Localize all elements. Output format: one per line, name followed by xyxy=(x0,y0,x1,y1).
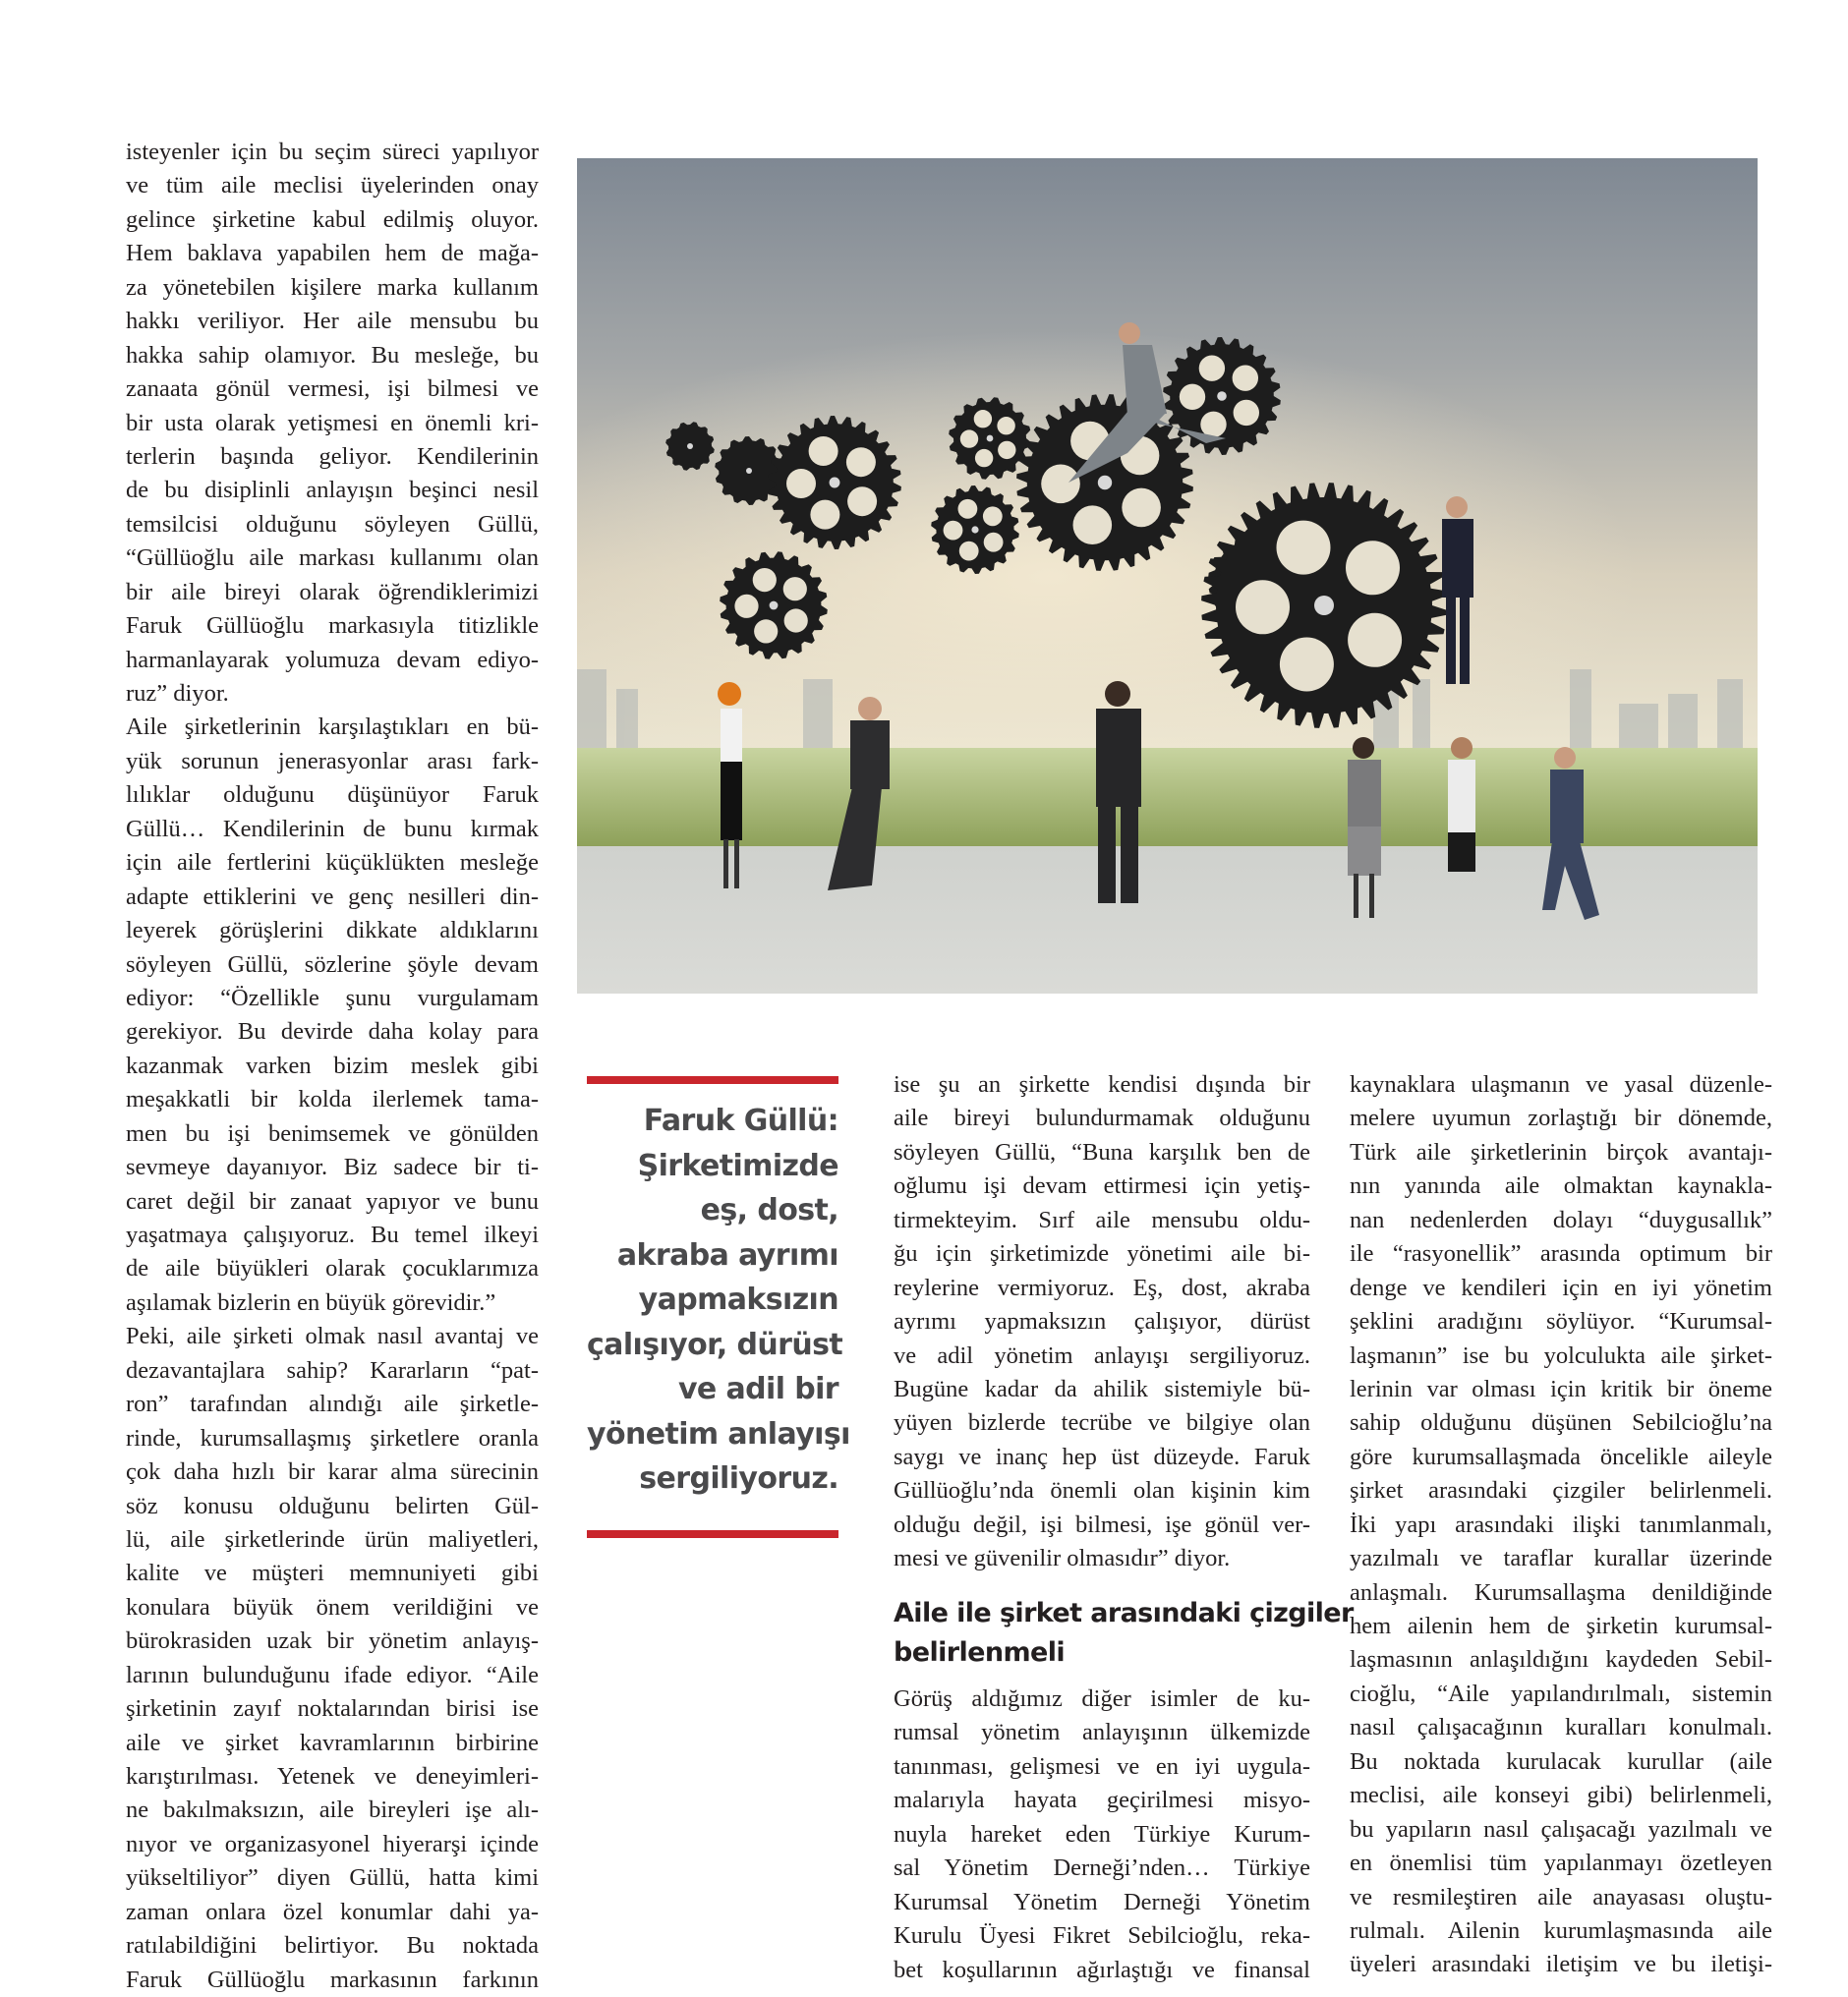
text-line: kazanmak varken bizim meslek gibi xyxy=(126,1052,539,1079)
text-line: en önemlisi tüm yapılanmayı özetleyen xyxy=(1350,1850,1772,1877)
text-line: lü, aile şirketlerinde ürün maliyetleri, xyxy=(126,1525,539,1553)
text-line: denge ve kendileri için en iyi yönetim xyxy=(1350,1274,1772,1301)
text-line: nan nedenlerden dolayı “duygusallık” xyxy=(1350,1206,1772,1233)
text-line: “Güllüoğlu aile markası kullanımı olan xyxy=(126,544,539,572)
text-line: kaynaklara ulaşmanın ve yasal düzenle- xyxy=(1350,1071,1772,1098)
text-line: nıyor ve organizasyonel hiyerarşi içinde xyxy=(126,1830,539,1857)
text-line: karıştırılması. Yetenek ve deneyimleri- xyxy=(126,1763,539,1790)
text-line: cioğlu, “Aile yapılandırılmalı, sistemin xyxy=(1350,1680,1772,1707)
text-line: malarıyla hayata geçirilmesi misyo- xyxy=(894,1787,1310,1814)
gear xyxy=(665,422,715,471)
text-line: nın yanında aile olmaktan kaynakla- xyxy=(1350,1172,1772,1200)
text-line: larının bulunduğunu ifade ediyor. “Aile xyxy=(126,1661,539,1688)
text-line: üyeleri arasındaki iletişim ve bu iletişi- xyxy=(1350,1951,1772,1978)
text-line: men bu işi benimsemek ve gönülden xyxy=(126,1119,539,1147)
text-line: aile bireyi bulundurmamak olduğunu xyxy=(894,1105,1310,1132)
pull-quote-line: yapmaksızın xyxy=(638,1283,838,1317)
text-line: aşılamak bizlerin en büyük görevidir.” xyxy=(126,1288,496,1316)
text-line: yaşatmaya çalışıyoruz. Bu temel ilkeyi xyxy=(126,1222,539,1248)
text-line: rinde, kurumsallaşmış şirketlere oranla xyxy=(126,1424,539,1452)
text-line: leyerek görüşlerini dikkate aldıklarını xyxy=(126,917,539,944)
text-line: ron” tarafından alındığı aile şirketle- xyxy=(126,1391,539,1418)
text-line: rulmalı. Ailenin kurumlaşmasında aile xyxy=(1350,1916,1772,1944)
text-line: konulara büyük önem verildiğini ve xyxy=(126,1593,539,1621)
text-line: isteyenler için bu seçim süreci yapılıyor xyxy=(126,139,539,165)
text-line: kalite ve müşteri memnuniyeti gibi xyxy=(126,1560,539,1587)
text-line: Güllü… Kendilerinin de bunu kırmak xyxy=(126,815,539,842)
text-line: söyleyen Güllü, sözlerine şöyle devam xyxy=(126,950,539,978)
article-column-left xyxy=(126,136,539,1997)
text-line: Görüş aldığımız diğer isimler de ku- xyxy=(894,1685,1310,1712)
text-line: Faruk Güllüoğlu markasının farkının xyxy=(126,1966,539,1993)
text-line: dezavantajlara sahip? Kararların “pat- xyxy=(126,1356,539,1384)
text-line: terlerin başında geliyor. Kendilerinin xyxy=(126,442,539,470)
pull-quote-line: yönetim anlayışı xyxy=(587,1416,850,1452)
pull-quote-line: eş, dost, xyxy=(700,1193,838,1227)
text-line: ne bakılmaksızın, aile bireyleri işe alı- xyxy=(126,1797,539,1824)
text-line: yüyen bizlerde tecrübe ve bilgiye olan xyxy=(894,1409,1310,1437)
gear xyxy=(720,551,828,659)
text-line: hem ailenin hem de şirketin kurumsal- xyxy=(1350,1613,1772,1639)
pull-quote-top-rule xyxy=(587,1076,838,1084)
text-line: oğlumu işi devam ettirmesi için yetiş- xyxy=(894,1172,1310,1200)
text-line: hakkı veriliyor. Her aile mensubu bu xyxy=(126,308,539,335)
subheading-line: Aile ile şirket arasındaki çizgiler xyxy=(894,1598,1354,1628)
text-line: yük sorunun jenerasyonlar arası fark- xyxy=(126,747,539,774)
text-line: lılıklar olduğunu düşünüyor Faruk xyxy=(126,781,539,809)
text-line: Bugüne kadar da ahilik sistemiyle bü- xyxy=(894,1375,1310,1402)
text-line: gerekiyor. Bu devirde daha kolay para xyxy=(126,1018,539,1046)
text-line: göre kurumsallaşmada öncelikle aileyle xyxy=(1350,1443,1772,1470)
text-line: sevmeye dayanıyor. Biz sadece bir ti- xyxy=(126,1154,539,1181)
subheading-line: belirlenmeli xyxy=(894,1637,1066,1668)
text-line: harmanlayarak yolumuza devam ediyo- xyxy=(126,646,539,673)
text-line: rumsal yönetim anlayışının ülkemizde xyxy=(894,1719,1310,1746)
text-line: ratılabildiğini belirtiyor. Bu noktada xyxy=(126,1932,539,1960)
text-line: çok daha hızlı bir karar alma sürecinin xyxy=(126,1458,539,1486)
pull-quote-line: Faruk Güllü: xyxy=(643,1104,838,1138)
text-line: Kurumsal Yönetim Derneği Yönetim xyxy=(894,1888,1310,1915)
article-column-right xyxy=(1350,1068,1772,1982)
text-line: söz konusu olduğunu belirten Gül- xyxy=(126,1492,539,1519)
text-line: ve adil yönetim anlayışı sergiliyoruz. xyxy=(894,1341,1310,1369)
text-line: için aile fertlerini küçüklükten mesleğe xyxy=(126,849,539,877)
text-line: ile “rasyonellik” arasında optimum bir xyxy=(1350,1240,1772,1268)
text-line: bürokrasiden uzak bir yönetim anlayış- xyxy=(126,1627,539,1655)
pull-quote-line: ve adil bir xyxy=(677,1372,838,1406)
text-line: melere uyumun zorlaştığı bir dönemde, xyxy=(1350,1105,1772,1132)
text-line: nasıl çalışacağının kuralları konulmalı. xyxy=(1350,1714,1772,1741)
text-line: temsilcisi olduğunu söyleyen Güllü, xyxy=(126,510,539,538)
text-line: adapte ettiklerini ve genç nesilleri din- xyxy=(126,883,539,910)
text-line: laşmanın” ise bu yolculukta aile şirket- xyxy=(1350,1341,1772,1369)
text-line: de bu disiplinli anlayışın beşinci nesil xyxy=(126,477,539,504)
text-line: ise şu an şirkette kendisi dışında bir xyxy=(894,1071,1310,1098)
text-line: aile ve şirket kavramlarının birbirine xyxy=(126,1729,539,1756)
text-line: saygı ve inanç hep üst düzeyde. Faruk xyxy=(894,1443,1310,1470)
text-line: şirketinin zayıf noktalarından birisi ise xyxy=(126,1695,539,1723)
text-line: caret değil bir zanaat yapıyor ve bunu xyxy=(126,1187,539,1215)
article-column-middle-continued xyxy=(894,1683,1310,1987)
text-line: anlaşmalı. Kurumsallaşma denildiğinde xyxy=(1350,1578,1772,1606)
text-line: Faruk Güllüoğlu markasıyla titizlikle xyxy=(126,612,539,640)
text-line: bet koşullarının ağırlaştığı ve finansal xyxy=(894,1956,1310,1983)
text-line: meşakkatli bir kolda ilerlemek tama- xyxy=(126,1086,539,1113)
text-line: zaman onlara özel konumlar dahi ya- xyxy=(126,1898,539,1925)
text-line: laşmasının anlaşıldığını kaydeden Sebil- xyxy=(1350,1646,1772,1674)
text-line: olduğu değil, işi bilmesi, işe gönül ver- xyxy=(894,1511,1310,1538)
text-line: bir usta olarak yetişmesi en önemli kri- xyxy=(126,409,539,436)
text-line: ve tüm aile meclisi üyelerinden onay xyxy=(126,172,539,200)
pull-quote-line: çalışıyor, dürüst xyxy=(587,1327,843,1362)
text-line: şirket arasındaki çizgiler belirlenmeli. xyxy=(1350,1477,1772,1505)
pull-quote-line: sergiliyoruz. xyxy=(639,1461,838,1496)
pull-quote xyxy=(587,1099,850,1502)
text-line: meclisi, aile konseyi gibi) belirlenmeli, xyxy=(1350,1782,1772,1809)
article-photo xyxy=(577,158,1758,994)
pull-quote-line: akraba ayrımı xyxy=(616,1237,838,1273)
text-line: zanaata gönül vermesi, işi bilmesi ve xyxy=(126,375,539,403)
text-line: hakka sahip olamıyor. Bu mesleğe, bu xyxy=(126,341,539,369)
text-line: mesi ve güvenilir olmasıdır” diyor. xyxy=(894,1545,1231,1572)
text-line: gelince şirketine kabul edilmiş oluyor. xyxy=(126,205,539,233)
text-line: tanınması, gelişmesi ve en iyi uygula- xyxy=(894,1752,1310,1780)
text-line: Kurulu Üyesi Fikret Sebilcioğlu, reka- xyxy=(894,1922,1310,1950)
text-line: yükseltiliyor” diyen Güllü, hatta kimi xyxy=(126,1864,539,1892)
pull-quote-bottom-rule xyxy=(587,1530,838,1538)
text-line: de aile büyükleri olarak çocuklarımıza xyxy=(126,1255,539,1283)
text-line: Bu noktada kurulacak kurullar (aile xyxy=(1350,1747,1772,1775)
text-line: bu yapıların nasıl çalışacağı yazılmalı ve xyxy=(1350,1815,1772,1843)
text-line: söyleyen Güllü, “Buna karşılık ben de xyxy=(894,1138,1310,1166)
text-line: Peki, aile şirketi olmak nasıl avantaj ve xyxy=(126,1323,539,1350)
text-line: Hem baklava yapabilen hem de mağa- xyxy=(126,240,539,267)
text-line: tirmekteyim. Sırf aile mensubu oldu- xyxy=(894,1206,1310,1233)
text-line: yazılmalı ve taraflar kurallar üzerinde xyxy=(1350,1545,1772,1572)
text-line: ğu için şirketimizde yönetimi aile bi- xyxy=(894,1240,1310,1268)
text-line: nuyla hareket eden Türkiye Kurum- xyxy=(894,1820,1310,1848)
text-line: bir aile bireyi olarak öğrendiklerimizi xyxy=(126,578,539,605)
text-line: ve resmileştiren aile anayasası oluştu- xyxy=(1350,1883,1772,1911)
text-line: şeklini aradığını söylüyor. “Kurumsal- xyxy=(1350,1308,1772,1336)
pull-quote-line: Şirketimizde xyxy=(637,1148,838,1183)
text-line: za yönetebilen kişilere marka kullanım xyxy=(126,273,539,301)
text-line: reylerine vermiyoruz. Eş, dost, akraba xyxy=(894,1274,1310,1301)
text-line: sahip olduğunu düşünen Sebilcioğlu’na xyxy=(1350,1409,1772,1437)
article-column-middle xyxy=(894,1068,1310,1576)
text-line: sal Yönetim Derneği’nden… Türkiye xyxy=(894,1854,1310,1882)
gears-teamwork-photo xyxy=(577,158,1758,994)
text-line: Güllüoğlu’nda önemli olan kişinin kim xyxy=(894,1477,1310,1505)
section-subheading xyxy=(894,1594,1354,1673)
text-line: Türk aile şirketlerinin birçok avantajı- xyxy=(1350,1138,1772,1166)
text-line: ayrımı yapmaksızın çalışıyor, dürüst xyxy=(894,1308,1310,1336)
text-line: Aile şirketlerinin karşılaştıkları en bü- xyxy=(126,713,539,741)
text-line: ediyor: “Özellikle şunu vurgulamam xyxy=(126,984,539,1011)
text-line: lerinin var olması için kritik bir öneme xyxy=(1350,1375,1772,1402)
text-line: İki yapı arasındaki ilişki tanımlanmalı, xyxy=(1350,1511,1772,1538)
text-line: ruz” diyor. xyxy=(126,680,229,707)
